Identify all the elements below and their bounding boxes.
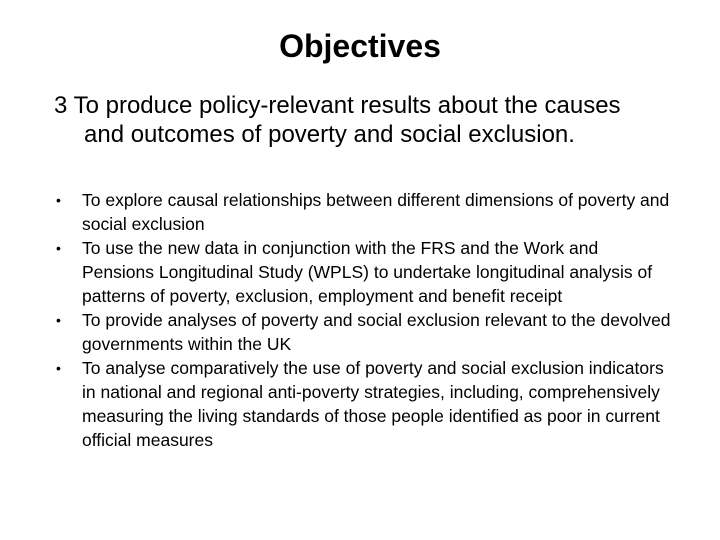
bullet-icon: • bbox=[56, 192, 61, 208]
bullet-text: To use the new data in conjunction with the FRS and the Work and Pensions Longitudinal Study (WPLS) to undertake longitudinal analysis of patterns of poverty, exclusion, employment and benefit receipt bbox=[82, 238, 653, 306]
bullet-icon: • bbox=[56, 240, 61, 256]
objective-bullet-list bbox=[54, 188, 674, 452]
bullet-icon: • bbox=[56, 312, 61, 328]
bullet-item bbox=[54, 236, 674, 308]
objective-lead-text: 3 To produce policy-relevant results about the causes and outcomes of poverty and social exclusion. bbox=[54, 92, 621, 148]
bullet-text: To explore causal relationships between different dimensions of poverty and social exclusion bbox=[82, 190, 670, 234]
bullet-icon: • bbox=[56, 360, 61, 376]
bullet-text: To provide analyses of poverty and social exclusion relevant to the devolved governments within the UK bbox=[82, 310, 671, 354]
slide-title: Objectives bbox=[279, 28, 441, 64]
bullet-item bbox=[54, 308, 674, 356]
bullet-item bbox=[54, 188, 674, 236]
bullet-text: To analyse comparatively the use of poverty and social exclusion indicators in national and regional anti-poverty strategies, including, comprehensively measuring the living standards of those people identified as poor in current official measures bbox=[82, 358, 664, 450]
bullet-item bbox=[54, 356, 674, 452]
